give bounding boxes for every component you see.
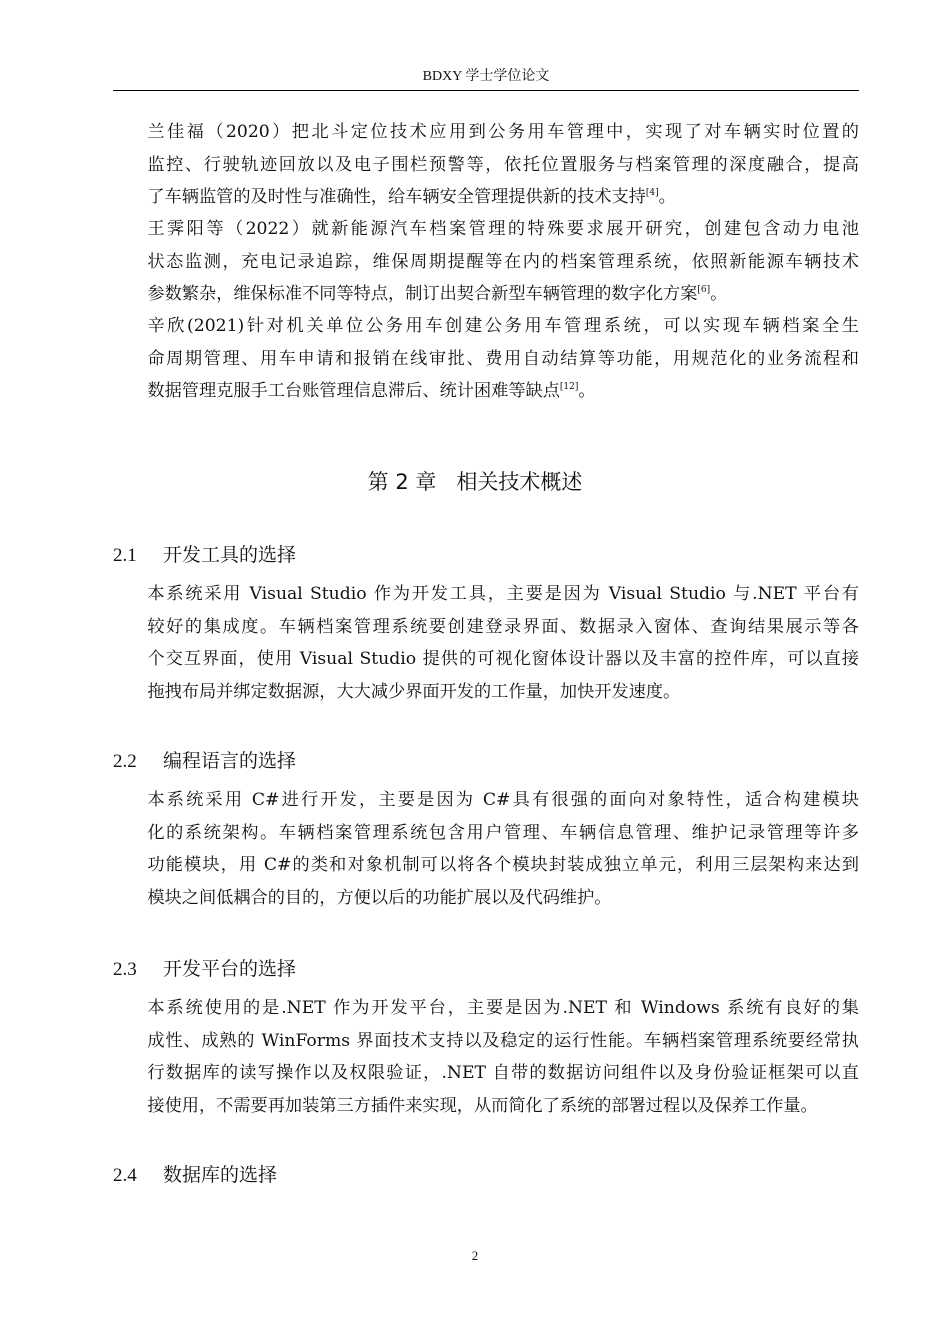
section-heading [113,540,296,567]
chapter-number: 第 2 章 [367,470,437,494]
paragraph-line: 个交互界面，使用 Visual Studio 提供的可视化窗体设计器以及丰富的控件库，可以直接 [147,649,859,669]
citation-reference: [12] [559,382,579,392]
section-heading [113,1160,277,1187]
section-title: 编程语言的选择 [163,750,297,772]
running-header: BDXY 学士学位论文 [113,64,859,91]
section-number: 2.1 [113,545,137,566]
paragraph-line: 本系统采用 C#进行开发，主要是因为 C#具有很强的面向对象特性，适合构建模块 [147,790,859,810]
section-title: 开发平台的选择 [163,958,297,980]
section-heading [113,954,296,981]
paragraph-line: 接使用，不需要再加装第三方插件来实现，从而简化了系统的部署过程以及保养工作量。 [147,1095,818,1116]
page-number: 2 [471,1248,479,1263]
citation-reference: [6] [697,285,711,295]
body-paragraph [113,784,859,914]
paragraph-line: 监控、行驶轨迹回放以及电子围栏预警等，依托位置服务与档案管理的深度融合，提高 [147,154,859,175]
paragraph-line: 行数据库的读写操作以及权限验证，.NET 自带的数据访问组件以及身份验证框架可以直 [147,1063,859,1083]
paragraph-line: 辛欣(2021)针对机关单位公务用车创建公务用车管理系统，可以实现车辆档案全生 [147,316,859,336]
section-number: 2.4 [113,1165,137,1186]
chapter-title: 相关技术概述 [456,470,583,494]
chapter-heading [0,466,950,496]
paragraph-line: 命周期管理、用车申请和报销在线审批、费用自动结算等功能，用规范化的业务流程和 [147,348,859,369]
paragraph-line: 兰佳福（2020）把北斗定位技术应用到公务用车管理中，实现了对车辆实时位置的 [147,122,859,142]
paragraph-line: 本系统使用的是.NET 作为开发平台，主要是因为.NET 和 Windows 系统有良好的集 [147,998,859,1018]
paragraph-line: 数据管理克服手工台账管理信息滞后、统计困难等缺点[12]。 [147,381,596,401]
paragraph-line: 参数繁杂，维保标准不同等特点，制订出契合新型车辆管理的数字化方案[6]。 [147,284,728,304]
paragraph-line: 状态监测，充电记录追踪，维保周期提醒等在内的档案管理系统，依照新能源车辆技术 [147,251,859,272]
citation-reference: [4] [645,188,659,198]
paragraph-line: 功能模块，用 C#的类和对象机制可以将各个模块封装成独立单元，利用三层架构来达到 [147,855,859,875]
section-heading [113,746,296,773]
body-paragraph [113,310,859,408]
paragraph-line: 成性、成熟的 WinForms 界面技术支持以及稳定的运行性能。车辆档案管理系统要经常执 [147,1030,859,1051]
body-paragraph [113,116,859,214]
paragraph-line: 拖拽布局并绑定数据源，大大减少界面开发的工作量，加快开发速度。 [147,681,681,702]
body-paragraph [113,578,859,708]
section-number: 2.3 [113,959,137,980]
paragraph-line: 王霁阳等（2022）就新能源汽车档案管理的特殊要求展开研究，创建包含动力电池 [147,219,859,239]
paragraph-line: 本系统采用 Visual Studio 作为开发工具，主要是因为 Visual Studio 与.NET 平台有 [147,584,859,604]
section-number: 2.2 [113,751,137,772]
body-paragraph [113,213,859,311]
paragraph-line: 较好的集成度。车辆档案管理系统要创建登录界面、数据录入窗体、查询结果展示等各 [147,616,859,637]
section-title: 数据库的选择 [163,1164,278,1186]
paragraph-line: 化的系统架构。车辆档案管理系统包含用户管理、车辆信息管理、维护记录管理等许多 [147,822,859,843]
body-paragraph [113,992,859,1122]
paragraph-line: 模块之间低耦合的目的，方便以后的功能扩展以及代码维护。 [147,887,612,908]
paragraph-line: 了车辆监管的及时性与准确性，给车辆安全管理提供新的技术支持[4]。 [147,187,676,207]
section-title: 开发工具的选择 [163,544,297,566]
